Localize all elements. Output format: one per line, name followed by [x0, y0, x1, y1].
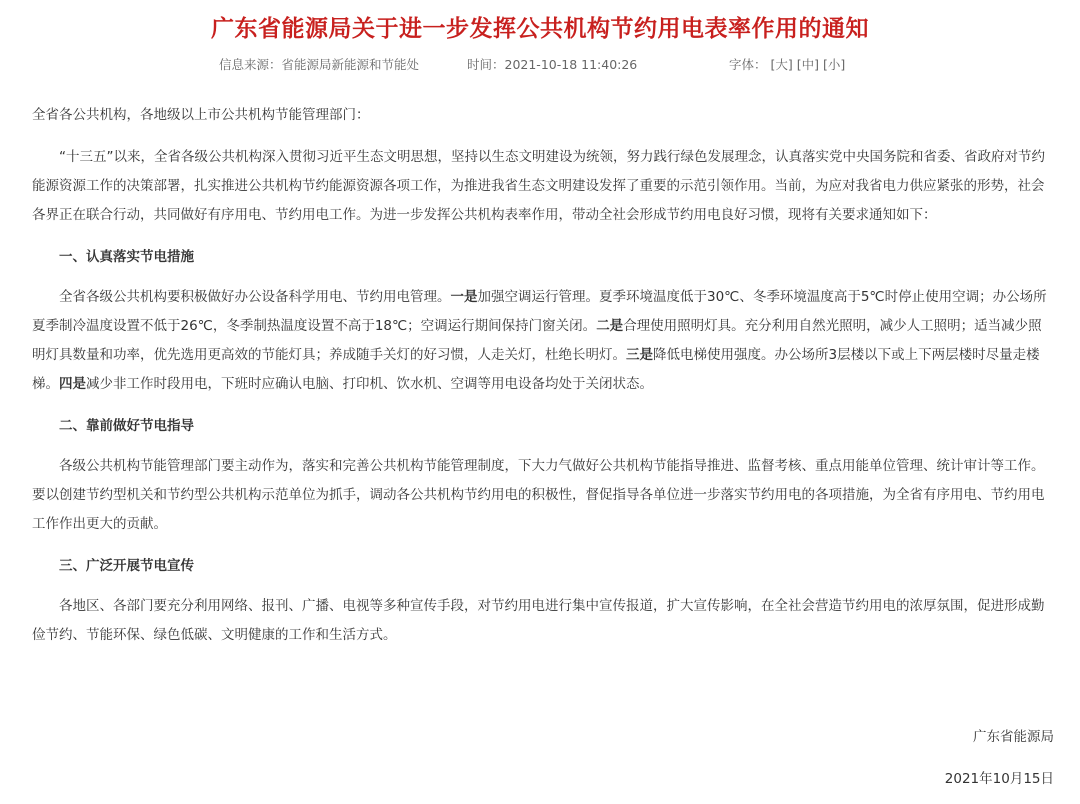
section-1-point-1-label: 一是 [450, 289, 478, 305]
section-1-point-1-text: 加强空调运行管理。夏季环境温度低于30℃、冬季环境温度高于5℃时停止使用空调；办公场所夏季制冷温度设置不低于26℃，冬季制热温度设置不高于18℃；空调运行期间保持门窗关闭。 [32, 289, 1047, 334]
font-size-label: 字体： [729, 57, 767, 72]
section-body-2: 各级公共机构节能管理部门要主动作为，落实和完善公共机构节能管理制度，下大力气做好公共机构节能指导推进、监督考核、重点用能单位管理、统计审计等工作。要以创建节约型机关和节约型公共机构示范单位为抓手，调动各公共机构节约用电的积极性，督促指导各单位进一步落实节约用电的各项措施，为全省有序用电、节约用电工作作出更大的贡献。 [32, 458, 1045, 532]
font-size-selector [729, 55, 845, 73]
section-body-3: 各地区、各部门要充分利用网络、报刊、广播、电视等多种宣传手段，对节约用电进行集中宣传报道，扩大宣传影响，在全社会营造节约用电的浓厚氛围，促进形成勤俭节约、节能环保、绿色低碳、文明健康的工作和生活方式。 [32, 598, 1045, 643]
section-body-1 [32, 283, 1050, 399]
article-title: 广东省能源局关于进一步发挥公共机构节约用电表率作用的通知 [211, 16, 869, 42]
font-medium-link[interactable]: [中] [796, 57, 820, 72]
section-1-point-4-label: 四是 [59, 376, 86, 392]
font-small-link[interactable]: [小] [823, 57, 846, 72]
section-1-text: 全省各级公共机构要积极做好办公设备科学用电、节约用电管理。 [59, 289, 451, 305]
intro-paragraph: “十三五”以来，全省各级公共机构深入贯彻习近平生态文明思想，坚持以生态文明建设为统领，努力践行绿色发展理念，认真落实党中央国务院和省委、省政府对节约能源资源工作的决策部署，扎实推进公共机构节约能源资源各项工作，为推进我省生态文明建设发挥了重要的示范引领作用。当前，为应对我省电力供应紧张的形势，社会各界正在联合行动，共同做好有序用电、节约用电工作。为进一步发挥公共机构表率作用，带动全社会形成节约用电良好习惯，现将有关要求通知如下： [32, 149, 1045, 223]
section-1-point-4-text: 减少非工作时段用电，下班时应确认电脑、打印机、饮水机、空调等用电设备均处于关闭状态。 [86, 376, 653, 392]
section-heading-2: 二、靠前做好节电指导 [59, 418, 194, 434]
section-1-point-3-text: 降低电梯使用强度。办公场所3层楼以下或上下两层楼时尽量走楼梯。 [32, 347, 1040, 392]
section-1-point-3-label: 三是 [626, 347, 653, 363]
article-body [32, 101, 1050, 650]
font-large-link[interactable]: [大] [770, 57, 793, 72]
info-source: 信息来源：省能源局新能源和节能处 [219, 57, 420, 72]
greeting: 全省各公共机构，各地级以上市公共机构节能管理部门： [32, 107, 370, 123]
section-1-point-2-label: 二是 [596, 318, 624, 334]
signature: 广东省能源局 [973, 729, 1054, 745]
section-heading-1: 一、认真落实节电措施 [59, 249, 194, 265]
publish-time: 时间：2021-10-18 11:40:26 [467, 57, 638, 72]
section-1-point-2-text: 合理使用照明灯具。充分利用自然光照明，减少人工照明；适当减少照明灯具数量和功率，优先选用更高效的节能灯具；养成随手关灯的好习惯，人走关灯，杜绝长明灯。 [32, 318, 1042, 363]
section-heading-3: 三、广泛开展节电宣传 [59, 558, 194, 574]
issue-date: 2021年10月15日 [944, 771, 1054, 787]
article-meta [0, 55, 1080, 73]
